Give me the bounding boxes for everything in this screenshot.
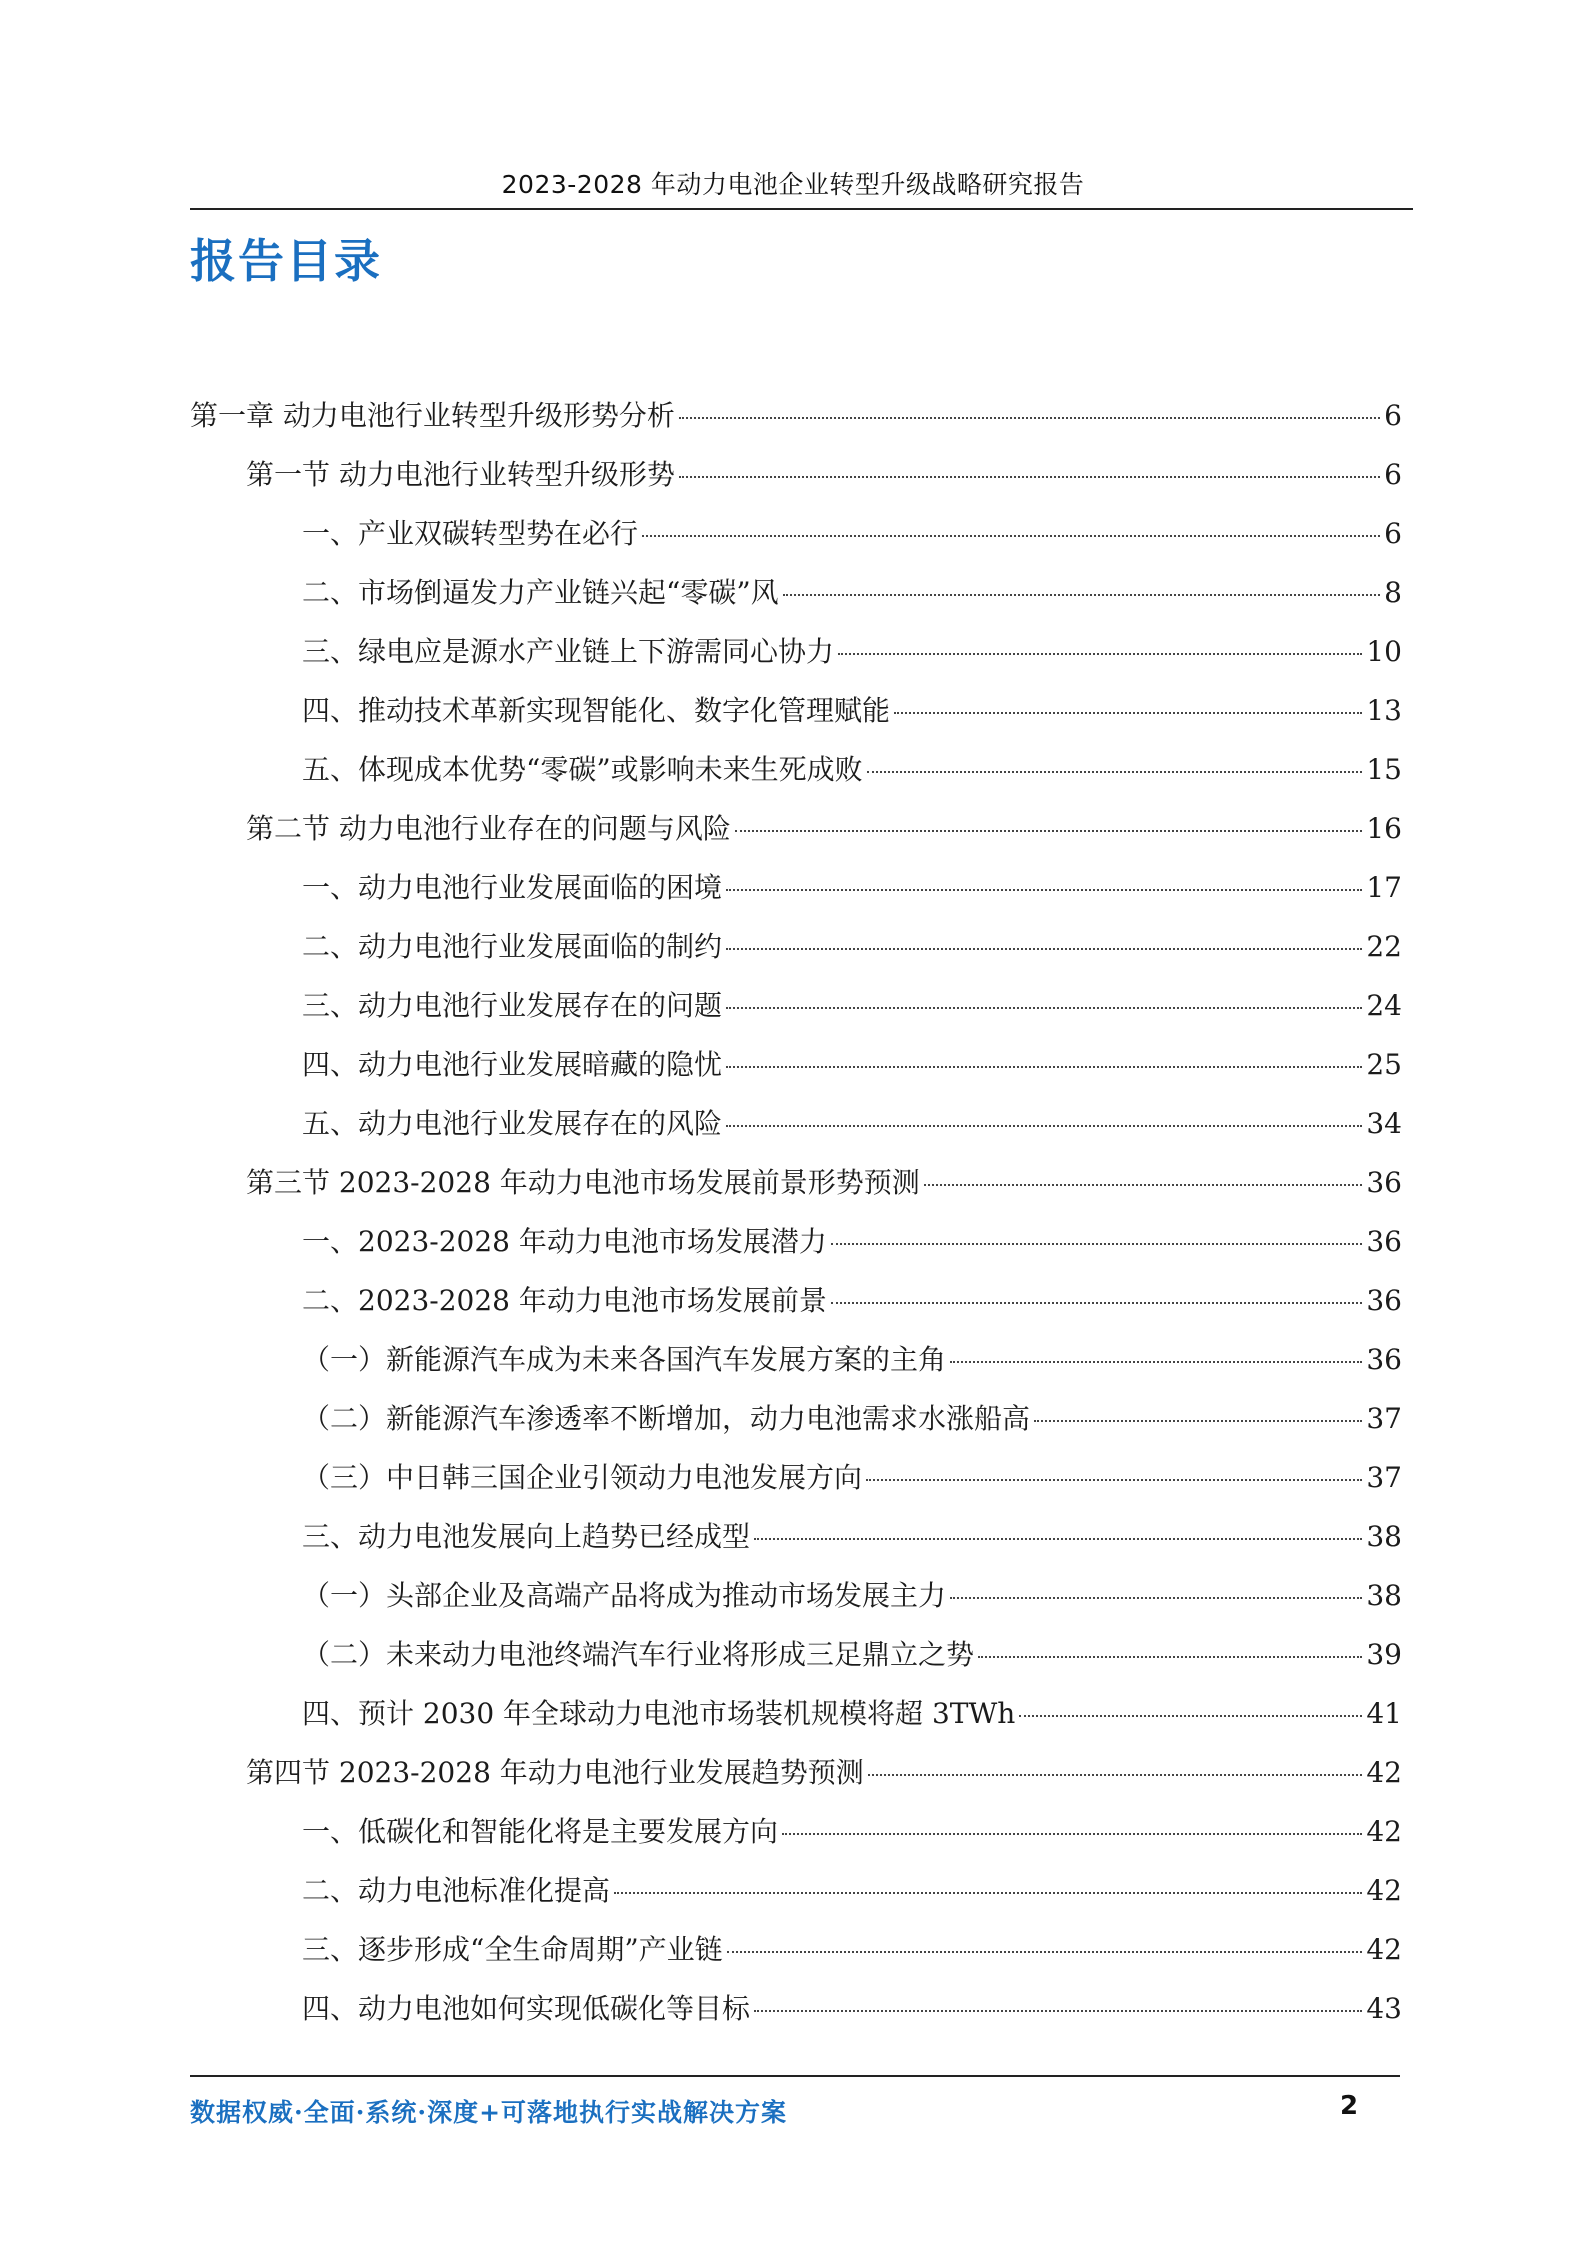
toc-entry-page: 38 bbox=[1366, 1520, 1402, 1553]
toc-entry-title: 二、市场倒逼发力产业链兴起“零碳”风 bbox=[302, 576, 779, 609]
toc-dot-leader bbox=[679, 417, 1380, 419]
toc-entry[interactable] bbox=[302, 689, 1402, 748]
toc-entry-page: 16 bbox=[1366, 812, 1402, 845]
toc-entry[interactable] bbox=[302, 1574, 1402, 1633]
toc-entry-title: （三）中日韩三国企业引领动力电池发展方向 bbox=[302, 1461, 863, 1494]
toc-dot-leader bbox=[831, 1302, 1362, 1304]
toc-entry-title: 四、推动技术革新实现智能化、数字化管理赋能 bbox=[302, 694, 891, 727]
toc-entry-title: 三、绿电应是源水产业链上下游需同心协力 bbox=[302, 635, 835, 668]
toc-entry-page: 42 bbox=[1366, 1815, 1402, 1848]
toc-dot-leader bbox=[735, 830, 1362, 832]
toc-dot-leader bbox=[831, 1243, 1362, 1245]
toc-entry-page: 36 bbox=[1366, 1343, 1402, 1376]
toc-dot-leader bbox=[924, 1184, 1363, 1186]
toc-entry[interactable] bbox=[246, 1161, 1402, 1220]
toc-entry[interactable] bbox=[302, 1928, 1402, 1987]
toc-entry-page: 6 bbox=[1384, 399, 1402, 432]
toc-entry-title: 一、动力电池行业发展面临的困境 bbox=[302, 871, 723, 904]
toc-dot-leader bbox=[978, 1656, 1362, 1658]
toc-entry-title: 第一章 动力电池行业转型升级形势分析 bbox=[190, 399, 675, 432]
toc-dot-leader bbox=[754, 1538, 1362, 1540]
toc-entry[interactable] bbox=[302, 1633, 1402, 1692]
toc-entry-page: 42 bbox=[1366, 1874, 1402, 1907]
toc-entry-title: 一、低碳化和智能化将是主要发展方向 bbox=[302, 1815, 779, 1848]
toc-entry[interactable] bbox=[246, 1751, 1402, 1810]
toc-entry-page: 41 bbox=[1366, 1697, 1402, 1730]
toc-entry-title: 第一节 动力电池行业转型升级形势 bbox=[246, 458, 675, 491]
toc-entry[interactable] bbox=[302, 1220, 1402, 1279]
toc-entry[interactable] bbox=[302, 1692, 1402, 1751]
toc-dot-leader bbox=[950, 1361, 1362, 1363]
toc-entry-page: 10 bbox=[1366, 635, 1402, 668]
toc-dot-leader bbox=[838, 653, 1362, 655]
toc-entry-page: 15 bbox=[1366, 753, 1402, 786]
toc-entry-page: 8 bbox=[1384, 576, 1402, 609]
toc-entry[interactable] bbox=[302, 1987, 1402, 2046]
toc-entry-title: 二、动力电池标准化提高 bbox=[302, 1874, 611, 1907]
toc-dot-leader bbox=[726, 1066, 1362, 1068]
toc-dot-leader bbox=[868, 1774, 1363, 1776]
toc-entry-title: 第四节 2023-2028 年动力电池行业发展趋势预测 bbox=[246, 1756, 864, 1789]
toc-entry-title: （二）未来动力电池终端汽车行业将形成三足鼎立之势 bbox=[302, 1638, 975, 1671]
toc-entry[interactable] bbox=[302, 571, 1402, 630]
toc-entry[interactable] bbox=[302, 1043, 1402, 1102]
toc-entry-page: 43 bbox=[1366, 1992, 1402, 2025]
toc-dot-leader bbox=[726, 1125, 1362, 1127]
toc-entry-title: 二、动力电池行业发展面临的制约 bbox=[302, 930, 723, 963]
toc-entry-title: 四、预计 2030 年全球动力电池市场装机规模将超 3TWh bbox=[302, 1697, 1016, 1730]
report-header-title: 2023-2028 年动力电池企业转型升级战略研究报告 bbox=[501, 170, 1085, 199]
toc-entry-title: 三、逐步形成“全生命周期”产业链 bbox=[302, 1933, 723, 1966]
toc-entry-page: 37 bbox=[1366, 1461, 1402, 1494]
toc-entry-page: 6 bbox=[1384, 517, 1402, 550]
toc-entry-title: 三、动力电池发展向上趋势已经成型 bbox=[302, 1520, 751, 1553]
toc-entry[interactable] bbox=[302, 1810, 1402, 1869]
toc-entry[interactable] bbox=[302, 866, 1402, 925]
toc-entry[interactable] bbox=[302, 1456, 1402, 1515]
toc-dot-leader bbox=[754, 2010, 1362, 2012]
toc-dot-leader bbox=[894, 712, 1362, 714]
toc-heading: 报告目录 bbox=[190, 234, 382, 288]
toc-dot-leader bbox=[867, 771, 1363, 773]
toc-entry[interactable] bbox=[302, 1515, 1402, 1574]
toc-dot-leader bbox=[642, 535, 1380, 537]
toc-entry-page: 42 bbox=[1366, 1756, 1402, 1789]
toc-entry-page: 13 bbox=[1366, 694, 1402, 727]
toc-entry[interactable] bbox=[246, 453, 1402, 512]
toc-entry-page: 37 bbox=[1366, 1402, 1402, 1435]
toc-entry-page: 36 bbox=[1366, 1225, 1402, 1258]
toc-entry-title: 四、动力电池如何实现低碳化等目标 bbox=[302, 1992, 751, 2025]
toc-dot-leader bbox=[679, 476, 1380, 478]
toc-entry-page: 34 bbox=[1366, 1107, 1402, 1140]
toc-entry-title: 第二节 动力电池行业存在的问题与风险 bbox=[246, 812, 731, 845]
toc-entry[interactable] bbox=[302, 925, 1402, 984]
toc-entry-page: 6 bbox=[1384, 458, 1402, 491]
toc-entry-title: 二、2023-2028 年动力电池市场发展前景 bbox=[302, 1284, 827, 1317]
toc-entry-title: 一、产业双碳转型势在必行 bbox=[302, 517, 639, 550]
toc-entry-page: 39 bbox=[1366, 1638, 1402, 1671]
toc-dot-leader bbox=[782, 1833, 1362, 1835]
toc-entry-page: 17 bbox=[1366, 871, 1402, 904]
footer-slogan: 数据权威·全面·系统·深度+可落地执行实战解决方案 bbox=[190, 2098, 788, 2127]
footer-divider bbox=[190, 2075, 1400, 2077]
toc-dot-leader bbox=[783, 594, 1381, 596]
toc-entry-page: 42 bbox=[1366, 1933, 1402, 1966]
toc-entry-title: 五、动力电池行业发展存在的风险 bbox=[302, 1107, 723, 1140]
header-divider bbox=[190, 208, 1413, 210]
toc-dot-leader bbox=[614, 1892, 1362, 1894]
toc-entry-title: （一）新能源汽车成为未来各国汽车发展方案的主角 bbox=[302, 1343, 947, 1376]
toc-entry[interactable] bbox=[302, 512, 1402, 571]
toc-dot-leader bbox=[727, 1951, 1363, 1953]
toc-dot-leader bbox=[950, 1597, 1362, 1599]
toc-entry-page: 24 bbox=[1366, 989, 1402, 1022]
toc-entry[interactable] bbox=[302, 630, 1402, 689]
toc-entry[interactable] bbox=[246, 807, 1402, 866]
toc-entry-page: 22 bbox=[1366, 930, 1402, 963]
toc-dot-leader bbox=[726, 889, 1362, 891]
toc-entry-page: 36 bbox=[1366, 1166, 1402, 1199]
toc-entry-title: （二）新能源汽车渗透率不断增加，动力电池需求水涨船高 bbox=[302, 1402, 1031, 1435]
toc-dot-leader bbox=[1019, 1715, 1362, 1717]
toc-entry-title: 第三节 2023-2028 年动力电池市场发展前景形势预测 bbox=[246, 1166, 920, 1199]
toc-entry-title: 三、动力电池行业发展存在的问题 bbox=[302, 989, 723, 1022]
toc-entry[interactable] bbox=[302, 1869, 1402, 1928]
toc-entry-title: 五、体现成本优势“零碳”或影响未来生死成败 bbox=[302, 753, 863, 786]
toc-entry-page: 38 bbox=[1366, 1579, 1402, 1612]
toc-entry[interactable] bbox=[302, 984, 1402, 1043]
toc-entry[interactable] bbox=[302, 1397, 1402, 1456]
toc-dot-leader bbox=[726, 948, 1362, 950]
toc-entry-title: 一、2023-2028 年动力电池市场发展潜力 bbox=[302, 1225, 827, 1258]
toc-entry[interactable] bbox=[190, 394, 1402, 453]
toc-entry[interactable] bbox=[302, 1338, 1402, 1397]
toc-entry[interactable] bbox=[302, 1279, 1402, 1338]
toc-entry-page: 25 bbox=[1366, 1048, 1402, 1081]
toc-dot-leader bbox=[726, 1007, 1362, 1009]
toc-entry[interactable] bbox=[302, 1102, 1402, 1161]
toc-entry-title: 四、动力电池行业发展暗藏的隐忧 bbox=[302, 1048, 723, 1081]
toc-entry[interactable] bbox=[302, 748, 1402, 807]
toc-dot-leader bbox=[866, 1479, 1362, 1481]
toc-entry-page: 36 bbox=[1366, 1284, 1402, 1317]
toc-dot-leader bbox=[1034, 1420, 1362, 1422]
toc-entry-title: （一）头部企业及高端产品将成为推动市场发展主力 bbox=[302, 1579, 947, 1612]
page-number: 2 bbox=[1340, 2091, 1359, 2121]
